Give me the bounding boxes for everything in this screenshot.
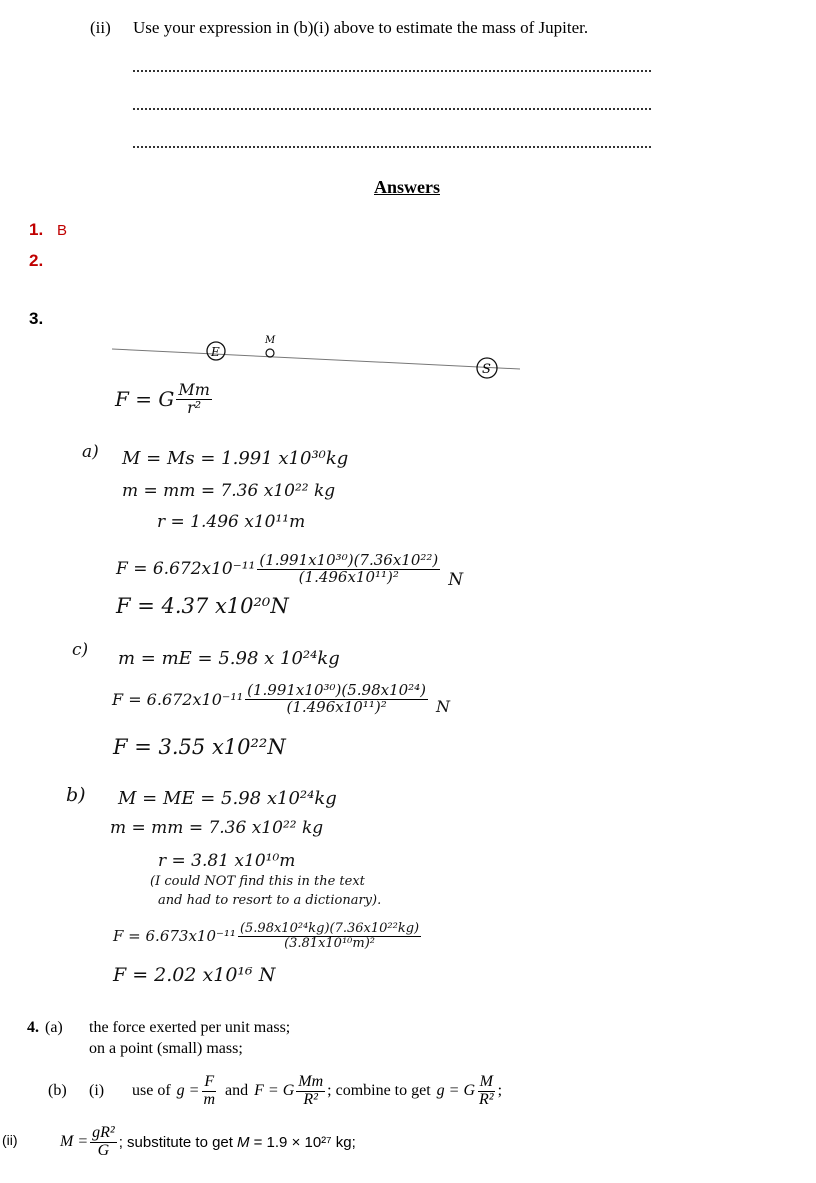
question-part-label: (ii) xyxy=(90,18,111,37)
part-a-calc-unit: N xyxy=(448,570,464,590)
q4-part-a-label: (a) xyxy=(45,1019,63,1036)
q4-M-num: M xyxy=(479,1072,493,1090)
q4-mm-num: Mm xyxy=(298,1072,324,1090)
part-a-label: a) xyxy=(82,442,99,462)
q4-b-i-label: (i) xyxy=(89,1082,105,1099)
part-c-label: c) xyxy=(72,640,89,660)
answer-1-value: B xyxy=(57,222,68,239)
gravity-formula xyxy=(115,382,214,417)
answer-number-4: 4. xyxy=(27,1019,39,1036)
part-c-calc-unit: N xyxy=(436,697,451,716)
part-a-calc-fraction xyxy=(257,550,440,586)
part-b-calc-fraction xyxy=(238,922,421,950)
part-c-result: F = 3.55 x10²²N xyxy=(113,735,286,759)
q4-b-ii-answer xyxy=(60,1118,356,1166)
q4-a-line-2: on a point (small) mass; xyxy=(89,1040,243,1057)
q4-r2-den-2: R² xyxy=(479,1090,494,1108)
part-b-note-1: (I could NOT find this in the text xyxy=(150,874,365,889)
q4-a-line-1: the force exerted per unit mass; xyxy=(89,1019,291,1036)
q4-g-eq: g = xyxy=(176,1082,200,1099)
q4-semicolon: ; xyxy=(497,1082,503,1099)
part-a-calc-denominator: (1.496x10¹¹)² xyxy=(298,567,399,586)
part-a-calculation xyxy=(116,548,463,590)
q4-part-b-label: (b) xyxy=(48,1082,67,1099)
q4-m-over-r2 xyxy=(477,1074,496,1109)
sun-label: S xyxy=(482,362,491,377)
moon-label: M xyxy=(265,335,276,346)
part-c-calc-denominator: (1.496x10¹¹)² xyxy=(286,698,387,716)
q4-use-of: use of xyxy=(132,1082,171,1099)
question-text: Use your expression in (b)(i) above to estimate the mass of Jupiter. xyxy=(133,18,589,37)
part-a-calc-lead: F = 6.672x10⁻¹¹ xyxy=(116,559,256,579)
q4-f-over-m xyxy=(201,1074,217,1109)
part-c-calc-numerator: (1.991x10³⁰)(5.98x10²⁴) xyxy=(247,681,427,700)
q4-M-eq: M = xyxy=(60,1133,89,1150)
part-a-result: F = 4.37 x10²⁰N xyxy=(116,594,289,618)
part-b-calc-denominator: (3.81x10¹⁰m)² xyxy=(284,935,375,951)
answer-number-1: 1. xyxy=(29,220,44,239)
q4-and: and xyxy=(225,1082,249,1099)
q4-b-i-answer xyxy=(132,1068,502,1114)
q4-mm-over-r2 xyxy=(296,1074,325,1109)
q4-result: = 1.9 × 10²⁷ kg; xyxy=(249,1133,356,1151)
q4-G-den: G xyxy=(97,1141,110,1159)
part-a-calc-numerator: (1.991x10³⁰)(7.36x10²²) xyxy=(259,550,439,569)
formula-denominator: r² xyxy=(187,397,202,417)
moon-circle xyxy=(266,349,274,357)
part-c-calculation xyxy=(112,683,450,716)
part-b-line-1: M = ME = 5.98 x10²⁴kg xyxy=(118,788,337,809)
answer-line xyxy=(133,108,651,110)
q4-M-symbol: M xyxy=(236,1133,250,1151)
formula-lead: F = G xyxy=(115,387,175,412)
part-a-line-1: M = Ms = 1.991 x10³⁰kg xyxy=(122,448,349,469)
part-b-calculation xyxy=(113,922,423,950)
part-b-calc-lead: F = 6.673x10⁻¹¹ xyxy=(113,927,236,946)
formula-numerator: Mm xyxy=(178,380,210,399)
part-c-calc-lead: F = 6.672x10⁻¹¹ xyxy=(112,690,244,709)
q4-gr2-over-G xyxy=(90,1125,117,1160)
answer-number-2: 2. xyxy=(29,251,44,270)
q4-gr2-num: gR² xyxy=(92,1123,115,1141)
q4-substitute: ; substitute to get xyxy=(118,1133,233,1151)
q4-F-eq: F = G xyxy=(254,1082,295,1099)
answer-number-3: 3. xyxy=(29,309,44,328)
part-b-result: F = 2.02 x10¹⁶ N xyxy=(113,964,276,986)
answers-heading: Answers xyxy=(374,177,440,197)
earth-label: E xyxy=(211,345,220,359)
part-b-calc-numerator: (5.98x10²⁴kg)(7.36x10²²kg) xyxy=(239,921,420,936)
part-b-line-3: r = 3.81 x10¹⁰m xyxy=(158,851,296,871)
part-a-line-3: r = 1.496 x10¹¹m xyxy=(157,512,306,532)
q4-f-num: F xyxy=(204,1072,215,1090)
answer-line xyxy=(133,146,651,148)
answer-line xyxy=(133,70,651,72)
q4-g-eq-2: g = G xyxy=(436,1082,476,1099)
part-b-note-2: and had to resort to a dictionary). xyxy=(158,893,382,908)
orbit-line xyxy=(112,349,520,369)
q4-r2-den: R² xyxy=(303,1090,318,1108)
q4-b-ii-label: (ii) xyxy=(2,1132,18,1148)
formula-fraction xyxy=(176,382,212,417)
part-b-line-2: m = mm = 7.36 x10²² kg xyxy=(110,818,324,838)
q4-m-den: m xyxy=(203,1090,216,1108)
q4-combine: ; combine to get xyxy=(327,1082,431,1099)
part-c-line-1: m = mE = 5.98 x 10²⁴kg xyxy=(118,648,340,669)
part-a-line-2: m = mm = 7.36 x10²² kg xyxy=(122,481,336,501)
part-c-calc-fraction xyxy=(245,683,428,716)
orbit-diagram xyxy=(110,330,530,390)
part-b-label: b) xyxy=(66,784,86,806)
